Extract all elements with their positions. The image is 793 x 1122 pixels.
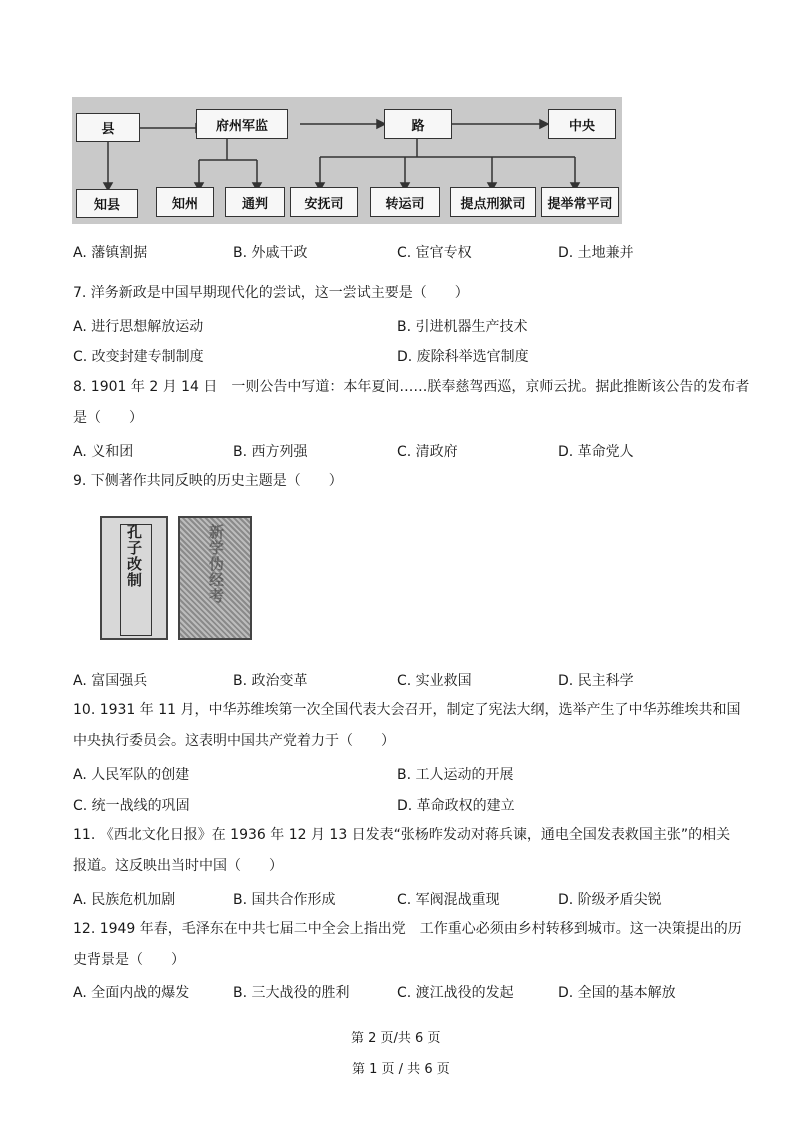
node-label: 知州 [171, 196, 198, 212]
q11-option-a: A. 民族危机加剧 [73, 892, 176, 908]
node-label: 提举常平司 [547, 196, 613, 212]
diagram-node-county [76, 113, 140, 142]
q12-option-d: D. 全国的基本解放 [558, 985, 676, 1001]
node-label: 通判 [241, 196, 268, 212]
q6-option-c: C. 宦官专权 [397, 245, 472, 261]
q9-option-b: B. 政治变革 [233, 673, 308, 689]
book-cover-right [178, 516, 252, 640]
q12-stem-line1: 12. 1949 年春，毛泽东在中共七届二中全会上指出党 工作重心必须由乡村转移到城市。这一决策提出的历 [73, 921, 742, 937]
q8-stem-line2: 是（ ） [73, 410, 143, 426]
outer-page-number: 第 1 页 / 共 6 页 [352, 1062, 450, 1077]
admin-structure-diagram [72, 97, 622, 224]
q12-stem-line2: 史背景是（ ） [73, 952, 185, 968]
q12-option-c: C. 渡江战役的发起 [397, 985, 514, 1001]
q7-option-b: B. 引进机器生产技术 [397, 319, 528, 335]
q8-option-c: C. 清政府 [397, 444, 458, 460]
q7-option-c: C. 改变封建专制制度 [73, 349, 204, 365]
book-title-left: 孔子改制 [125, 524, 143, 588]
q11-stem-line2: 报道。这反映出当时中国（ ） [73, 858, 283, 874]
q10-option-a: A. 人民军队的创建 [73, 767, 190, 783]
diagram-node-circuit [384, 109, 452, 139]
q7-option-a: A. 进行思想解放运动 [73, 319, 204, 335]
q10-stem-line1: 10. 1931 年 11 月，中华苏维埃第一次全国代表大会召开，制定了宪法大纲，选举产生了中华苏维埃共和国 [73, 702, 741, 718]
q7-stem: 7. 洋务新政是中国早期现代化的尝试，这一尝试主要是（ ） [73, 285, 469, 301]
node-label: 县 [101, 122, 115, 137]
q11-option-d: D. 阶级矛盾尖锐 [558, 892, 662, 908]
diagram-node-judicial [450, 187, 536, 217]
book-covers-image [100, 516, 252, 642]
q11-stem-line1: 11. 《西北文化日报》在 1936 年 12 月 13 日发表“张杨昨发动对蒋兵谏，通电全国发表救国主张”的相关 [73, 827, 731, 843]
diagram-node-vice-prefect [225, 187, 285, 217]
q12-option-b: B. 三大战役的胜利 [233, 985, 350, 1001]
q11-option-b: B. 国共合作形成 [233, 892, 336, 908]
q10-option-c: C. 统一战线的巩固 [73, 798, 190, 814]
q9-stem: 9. 下侧著作共同反映的历史主题是（ ） [73, 473, 343, 489]
q6-option-a: A. 藩镇割据 [73, 245, 148, 261]
q9-option-a: A. 富国强兵 [73, 673, 148, 689]
node-label: 提点刑狱司 [460, 196, 526, 212]
node-label: 中央 [568, 118, 595, 134]
diagram-node-prefecture [196, 109, 288, 139]
diagram-node-pacification [290, 187, 358, 217]
q12-option-a: A. 全面内战的爆发 [73, 985, 190, 1001]
node-label: 安抚司 [304, 196, 344, 212]
book-cover-left [100, 516, 168, 640]
diagram-node-central [548, 109, 616, 139]
inner-page-number: 第 2 页/共 6 页 [351, 1031, 441, 1046]
book-title-right: 新学伪经考 [207, 524, 225, 604]
q8-option-a: A. 义和团 [73, 444, 134, 460]
q6-option-d: D. 土地兼并 [558, 245, 634, 261]
q9-option-c: C. 实业救国 [397, 673, 472, 689]
diagram-node-county-magistrate [76, 189, 138, 218]
q11-option-c: C. 军阀混战重现 [397, 892, 500, 908]
q7-option-d: D. 废除科举选官制度 [397, 349, 529, 365]
diagram-node-prefect [156, 187, 214, 217]
q8-option-d: D. 革命党人 [558, 444, 634, 460]
q6-option-b: B. 外戚干政 [233, 245, 308, 261]
node-label: 转运司 [385, 196, 425, 212]
diagram-node-granary [541, 187, 619, 217]
q10-option-d: D. 革命政权的建立 [397, 798, 515, 814]
q10-option-b: B. 工人运动的开展 [397, 767, 514, 783]
q8-stem-line1: 8. 1901 年 2 月 14 日 一则公告中写道：本年夏间……朕奉慈驾西巡，京师云扰。据此推断该公告的发布者 [73, 379, 750, 395]
node-label: 府州军监 [215, 118, 268, 134]
q9-option-d: D. 民主科学 [558, 673, 634, 689]
node-label: 知县 [93, 198, 120, 213]
diagram-node-transport [370, 187, 440, 217]
node-label: 路 [411, 118, 425, 134]
q10-stem-line2: 中央执行委员会。这表明中国共产党着力于（ ） [73, 733, 395, 749]
q8-option-b: B. 西方列强 [233, 444, 308, 460]
